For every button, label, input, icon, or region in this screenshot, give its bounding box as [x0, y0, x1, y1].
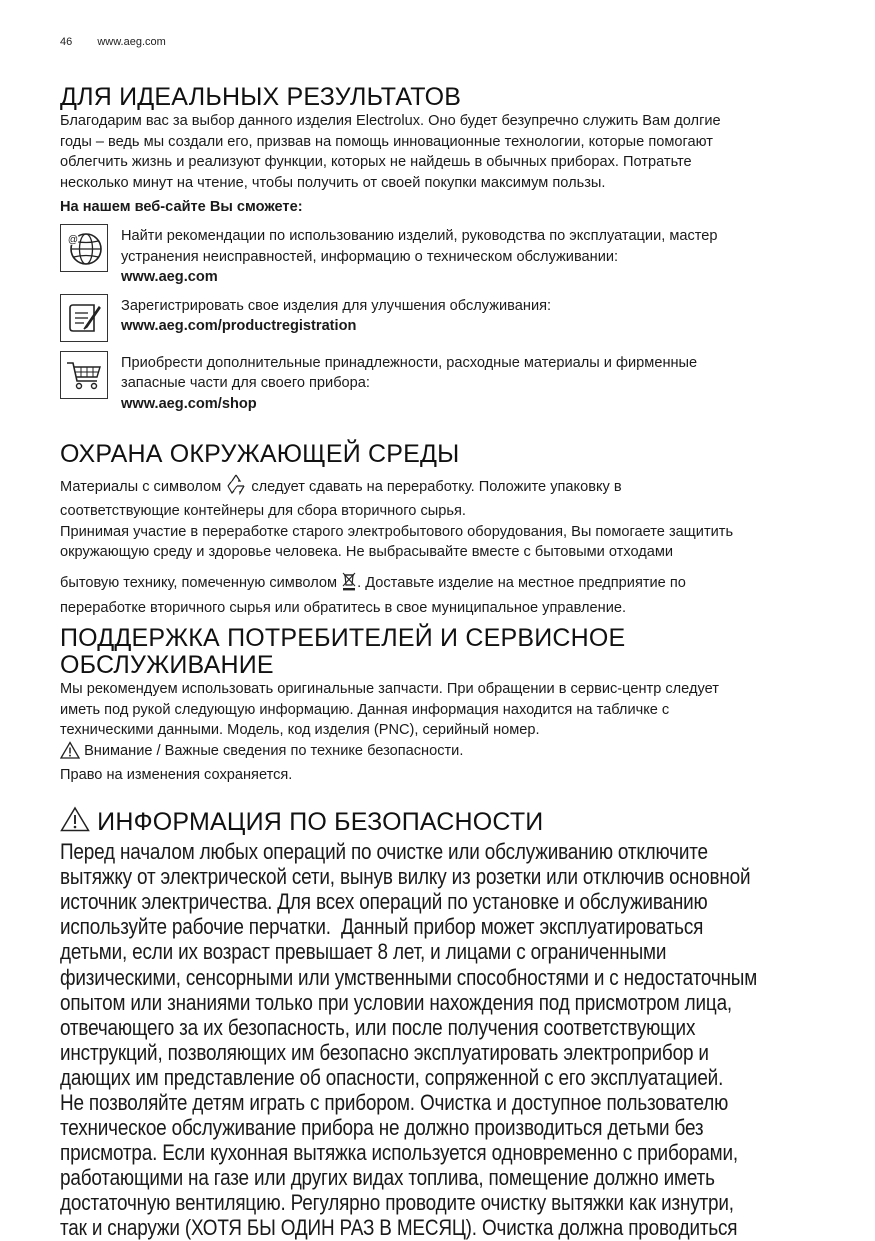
support-title-line2: ОБСЛУЖИВАНИЕ [60, 651, 274, 680]
support-section [60, 625, 835, 786]
env-text: переработке вторичного сырья или обратитесь в свое муниципальное управление. [60, 599, 627, 616]
warning-icon [60, 806, 90, 838]
safety-line: Перед началом любых операций по очистке или обслуживанию отключите [60, 839, 708, 865]
crossed-bin-icon [341, 571, 357, 598]
safety-line: детьми, если их возраст превышает 8 лет, и лицами с ограниченными [60, 939, 667, 965]
support-text: Мы рекомендуем использовать оригинальные запчасти. При обращении в сервис-центр следует [60, 681, 719, 698]
safety-line: вытяжку от электрической сети, вынув вилку из розетки или отключив основной [60, 864, 751, 890]
recycle-icon [225, 473, 247, 502]
link-aeg[interactable]: www.aeg.com [121, 269, 218, 286]
section-title-environment: ОХРАНА ОКРУЖАЮЩЕЙ СРЕДЫ [60, 439, 460, 468]
section-title-ideal: ДЛЯ ИДЕАЛЬНЫХ РЕЗУЛЬТАТОВ [60, 83, 462, 111]
item-line: Найти рекомендации по использованию изделий, руководства по эксплуатации, мастер [121, 227, 718, 244]
safety-line: дающих им представление об опасности, сопряженной с его эксплуатацией. [60, 1064, 724, 1090]
env-text: Материалы с символом [60, 478, 222, 495]
registration-icon [60, 294, 108, 342]
item-line: Зарегистрировать свое изделия для улучшения обслуживания: [121, 297, 552, 314]
globe-icon [60, 224, 108, 272]
website-item-registration [60, 294, 835, 342]
support-text: техническими данными. Модель, код изделия (PNC), серийный номер. [60, 722, 540, 739]
safety-line: работающими на газе или других видах топлива, помещение должно иметь [60, 1165, 715, 1191]
section-title-support [60, 625, 835, 679]
environment-section [60, 441, 835, 619]
safety-line: используйте рабочие перчатки. Данный прибор может эксплуатироваться [60, 914, 704, 940]
env-text: бытовую технику, помеченную символом [60, 574, 338, 591]
safety-line: Не позволяйте детям играть с прибором. Очистка и доступное пользователю [60, 1090, 729, 1115]
ideal-results-section [60, 84, 835, 415]
website-item-shop [60, 351, 835, 415]
safety-section [60, 806, 835, 1241]
rights-text: Право на изменения сохраняется. [60, 767, 293, 784]
warning-text: Внимание / Важные сведения по технике безопасности. [84, 742, 464, 759]
safety-line: источник электричества. Для всех операций по установке и обслуживанию [60, 889, 708, 915]
item-line: запасные части для своего прибора: [121, 375, 370, 392]
intro-line: годы – ведь мы создали его, призвав на помощь инновационные технологии, которые помогают [60, 133, 713, 150]
link-registration[interactable]: www.aeg.com/productregistration [121, 318, 357, 335]
safety-title-text: ИНФОРМАЦИЯ ПО БЕЗОПАСНОСТИ [97, 808, 544, 837]
safety-line: инструкций, позволяющих им безопасно эксплуатировать электроприбор и [60, 1039, 709, 1065]
env-text: . Доставьте изделие на местное предприятие по [357, 574, 686, 591]
safety-line: так и снаружи (ХОТЯ БЫ ОДИН РАЗ В МЕСЯЦ). Очистка должна проводиться [60, 1215, 738, 1241]
safety-line: достаточную вентиляцию. Регулярно проводите очистку вытяжки как изнутри, [60, 1190, 734, 1216]
section-title-safety [60, 806, 835, 838]
safety-line: присмотра. Если кухонная вытяжка используется одновременно с приборами, [60, 1140, 739, 1166]
safety-line: физическими, сенсорными или умственными способностями и с недостаточным [60, 964, 758, 990]
link-shop[interactable]: www.aeg.com/shop [121, 395, 257, 412]
shopping-cart-icon [60, 351, 108, 399]
page-number: 46 [60, 36, 73, 48]
page-content [60, 84, 835, 1241]
website-heading: На нашем веб-сайте Вы сможете: [60, 199, 303, 216]
website-item-support [60, 224, 835, 288]
safety-line: отвечающего за их безопасность, или после получения соответствующих [60, 1014, 696, 1040]
header-url[interactable]: www.aeg.com [97, 36, 166, 48]
intro-line: Благодарим вас за выбор данного изделия Electrolux. Оно будет безупречно служить Вам долгие [60, 113, 721, 129]
support-text: иметь под рукой следующую информацию. Данная информация находится на табличке с [60, 701, 670, 718]
env-text: Принимая участие в переработке старого электробытового оборудования, Вы помогаете защитить [60, 523, 734, 540]
item-line: устранения неисправностей, информацию о техническом обслуживании: [121, 248, 619, 265]
safety-line: техническое обслуживание прибора не должно производиться детьми без [60, 1115, 704, 1141]
safety-body [60, 839, 834, 1241]
svg-text:@: @ [67, 234, 79, 246]
support-title-line1: ПОДДЕРЖКА ПОТРЕБИТЕЛЕЙ И СЕРВИСНОЕ [60, 624, 626, 653]
safety-line: опытом или знаниями только при условии нахождения под присмотром лица, [60, 989, 733, 1015]
env-text: следует сдавать на переработку. Положите упаковку в [251, 478, 622, 495]
env-text: соответствующие контейнеры для сбора вторичного сырья. [60, 503, 466, 520]
page-header [60, 36, 166, 48]
intro-line: несколько минут на чтение, чтобы получить от своей покупки максимум пользы. [60, 174, 606, 191]
item-line: Приобрести дополнительные принадлежности, расходные материалы и фирменные [121, 354, 698, 371]
env-text: окружающую среду и здоровье человека. Не выбрасывайте вместе с бытовыми отходами [60, 544, 674, 561]
intro-line: облегчить жизнь и реализуют функции, которых не найдешь в обычных приборах. Потратьте [60, 154, 692, 171]
warning-icon [60, 741, 80, 766]
